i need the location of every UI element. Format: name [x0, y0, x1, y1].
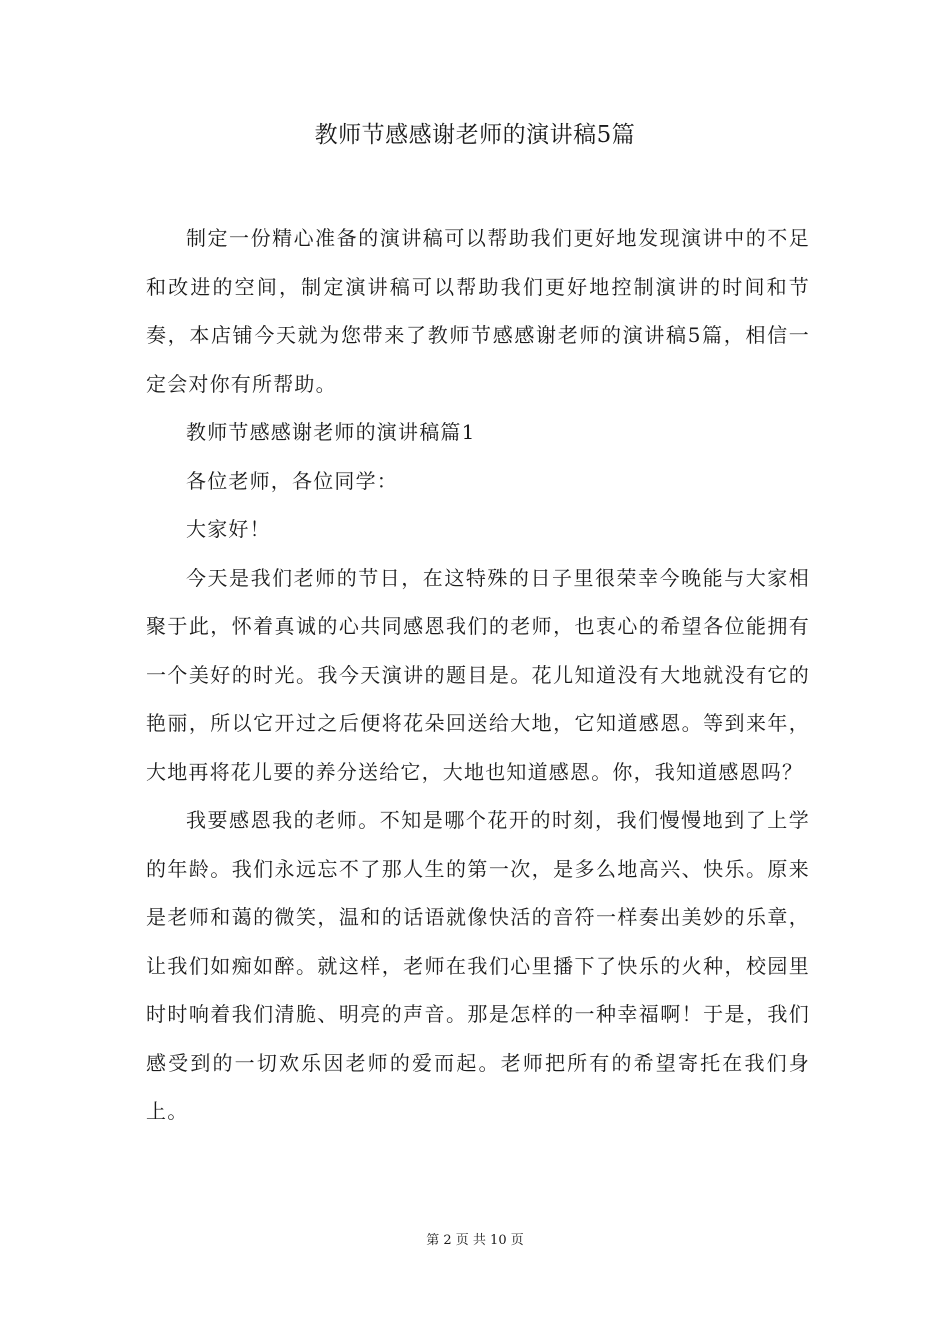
salutation: 各位老师，各位同学： — [186, 468, 398, 493]
section-heading: 教师节感感谢老师的演讲稿篇1 — [186, 420, 476, 444]
document-title: 教师节感感谢老师的演讲稿5篇 — [314, 122, 636, 148]
body-paragraph: 我要感恩我的老师。不知是哪个花开的时刻，我们慢慢地到了上学的年龄。我们永远忘不了那人生的第一次，是多么地高兴、快乐。原来是老师和蔼的微笑，温和的话语就像快活的音符一样奏出美妙的乐章，让我们如痴如醉。就这样，老师在我们心里播下了快乐的火种，校园里时时响着我们清脆、明亮的声音。那是怎样的一种幸福啊！于是，我们感受到的一切欢乐因老师的爱而起。老师把所有的希望寄托在我们身上。 — [146, 808, 810, 1123]
intro-paragraph: 制定一份精心准备的演讲稿可以帮助我们更好地发现演讲中的不足和改进的空间，制定演讲稿可以帮助我们更好地控制演讲的时间和节奏，本店铺今天就为您带来了教师节感感谢老师的演讲稿5篇，相信一定会对你有所帮助。 — [146, 226, 810, 396]
greeting: 大家好！ — [186, 517, 271, 541]
document-body — [146, 214, 810, 1136]
body-paragraph: 今天是我们老师的节日，在这特殊的日子里很荣幸今晚能与大家相聚于此，怀着真诚的心共同感恩我们的老师，也衷心的希望各位能拥有一个美好的时光。我今天演讲的题目是。花儿知道没有大地就没有它的艳丽，所以它开过之后便将花朵回送给大地，它知道感恩。等到来年，大地再将花儿要的养分送给它，大地也知道感恩。你，我知道感恩吗？ — [146, 565, 810, 784]
page-number-footer: 第 2 页 共 10 页 — [426, 1233, 524, 1248]
